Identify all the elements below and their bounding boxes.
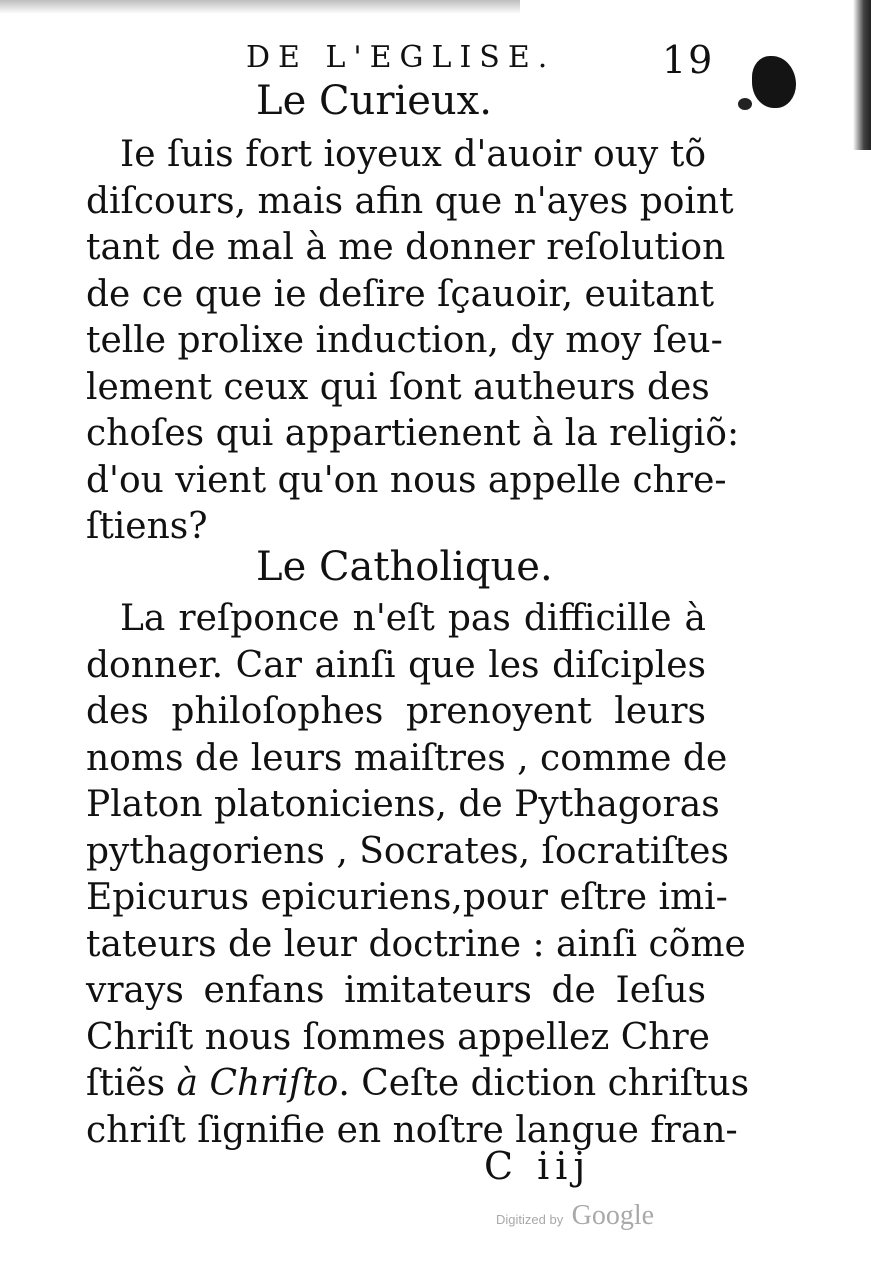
text-line: chriſt ſignifie en noſtre langue fran- bbox=[86, 1109, 738, 1151]
latin-italic-phrase: à Chriſto bbox=[176, 1063, 339, 1104]
text-line: La reſponce n'eſt pas difficille à bbox=[120, 598, 706, 639]
text-line: Epicurus epicuriens,pour eſtre imi- bbox=[86, 877, 728, 918]
text-line: pythagoriens , Socrates, ſocratiſtes bbox=[86, 830, 729, 872]
text-fragment: . Ceſte diction chriſtus bbox=[338, 1063, 750, 1104]
text-line: ſtiens? bbox=[86, 506, 208, 547]
scan-shadow-right bbox=[853, 0, 871, 150]
text-fragment: ſtiẽs bbox=[86, 1063, 177, 1104]
speaker-heading-curieux: Le Curieux. bbox=[256, 78, 492, 124]
text-line: Chriſt nous ſommes appellez Chre bbox=[86, 1016, 710, 1058]
scan-shadow-top bbox=[0, 0, 520, 14]
text-line: vrays enfans imitateurs de Ieſus bbox=[86, 970, 706, 1011]
signature-mark: C iij bbox=[484, 1144, 592, 1188]
page-number: 19 bbox=[662, 38, 715, 82]
text-line: tant de mal à me donner reſolution bbox=[86, 227, 726, 268]
ink-stain-small bbox=[738, 98, 752, 110]
running-head: DE L'EGLISE. bbox=[246, 40, 556, 75]
dialogue-paragraph-curieux bbox=[86, 132, 740, 551]
text-line: des philoſophes prenoyent leurs bbox=[86, 691, 706, 732]
text-line: noms de leurs maiſtres , comme de bbox=[86, 737, 728, 779]
ink-stain bbox=[752, 56, 796, 108]
text-line: Ie ſuis fort ioyeux d'auoir ouy tõ bbox=[120, 134, 706, 175]
google-logo-text: Google bbox=[571, 1200, 655, 1231]
speaker-heading-catholique: Le Catholique. bbox=[256, 544, 553, 590]
text-line: tateurs de leur doctrine : ainſi cõme bbox=[86, 923, 746, 965]
text-line: d'ou vient qu'on nous appelle chre- bbox=[86, 459, 727, 501]
dialogue-paragraph-catholique bbox=[86, 596, 750, 1154]
text-line: lement ceux qui ſont autheurs des bbox=[86, 366, 710, 408]
watermark-prefix: Digitized by bbox=[496, 1212, 564, 1227]
text-line: donner. Car ainſi que les diſciples bbox=[86, 644, 706, 686]
text-line: de ce que ie deſire ſçauoir, euitant bbox=[86, 273, 715, 315]
text-line-with-latin bbox=[86, 1061, 750, 1108]
text-line: Platon platoniciens, de Pythagoras bbox=[86, 784, 720, 825]
text-line: telle prolixe induction, dy moy ſeu- bbox=[86, 320, 723, 361]
text-line: diſcours, mais afin que n'ayes point bbox=[86, 180, 734, 222]
text-line: choſes qui appartienent à la religiõ: bbox=[86, 413, 740, 454]
digitization-watermark bbox=[496, 1200, 654, 1232]
